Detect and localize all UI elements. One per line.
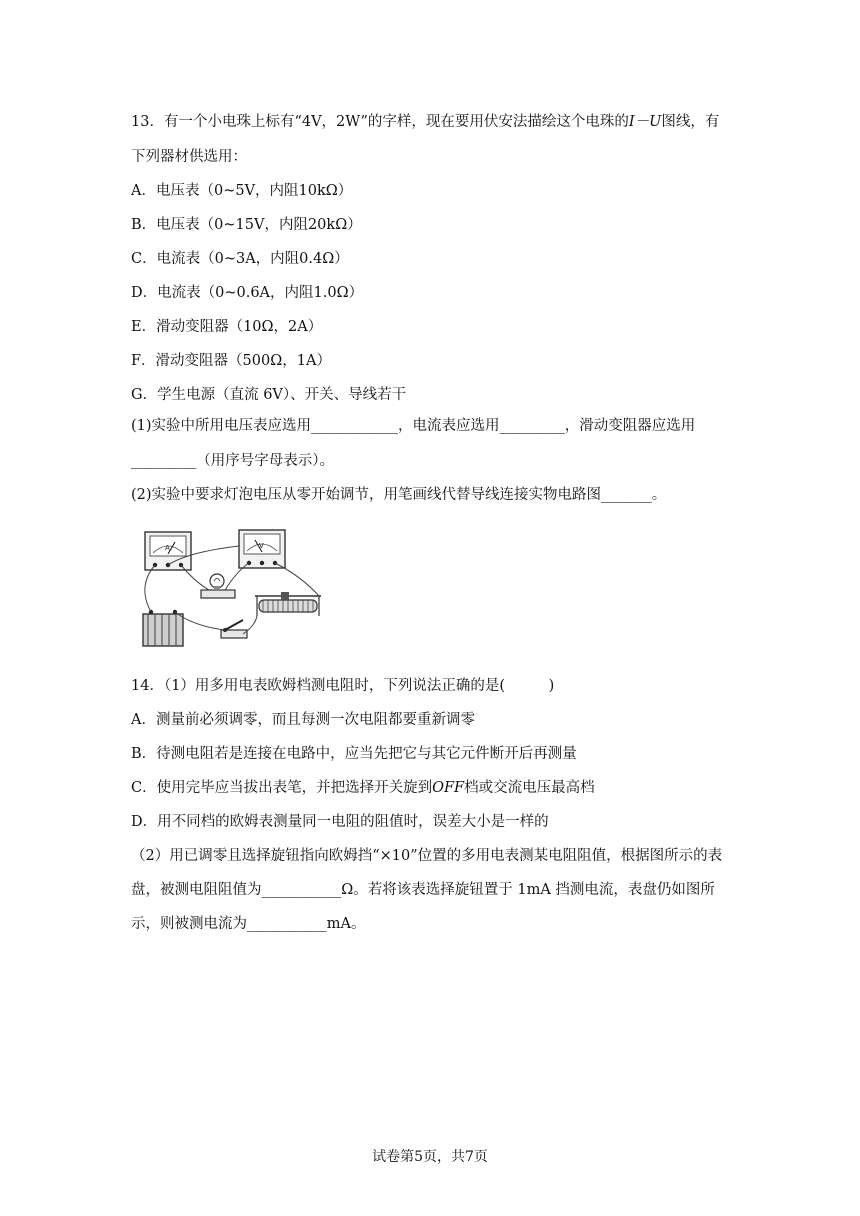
q13-option-d: D．电流表（0~0.6A，内阻1.0Ω）	[131, 285, 364, 301]
q13-stem-b: 图线，有	[661, 114, 720, 130]
battery-icon	[143, 610, 183, 646]
q14-option-c-off: OFF	[432, 780, 465, 796]
q14-part2-line1: （2）用已调零且选择旋钮指向欧姆挡“×10”位置的多用电表测某电阻阻值，根据图所示的表	[131, 848, 723, 864]
q13-part1-line1: (1)实验中所用电压表应选用____________，电流表应选用_________，滑动变阻器应选用	[131, 418, 696, 434]
q13-option-b: B．电压表（0~15V，内阻20kΩ）	[131, 217, 362, 233]
q14-stem: 14．（1）用多用电表欧姆档测电阻时，下列说法正确的是( )	[131, 678, 555, 694]
q14-option-c-b: 档或交流电压最高档	[464, 780, 595, 796]
rheostat-icon	[255, 592, 321, 616]
q13-option-a: A．电压表（0~5V，内阻10kΩ）	[131, 183, 353, 199]
q13-stem-line1	[131, 112, 719, 132]
q14-option-c	[131, 778, 595, 798]
q14-option-b: B．待测电阻若是连接在电路中，应当先把它与其它元件断开后再测量	[131, 746, 577, 762]
ammeter-label: A	[165, 544, 170, 552]
page-footer: 试卷第5页，共7页	[372, 1149, 488, 1165]
q13-option-c: C．电流表（0~3A，内阻0.4Ω）	[131, 251, 349, 267]
ammeter-icon	[145, 532, 191, 570]
q13-option-g: G．学生电源（直流 6V）、开关、导线若干	[131, 387, 407, 403]
q13-option-f: F．滑动变阻器（500Ω，1A）	[131, 353, 331, 369]
voltmeter-icon	[239, 530, 285, 568]
voltmeter-label: V	[259, 542, 264, 550]
q14-option-a: A．测量前必须调零，而且每测一次电阻都要重新调零	[131, 712, 475, 728]
lamp-icon	[201, 574, 235, 598]
q13-stem-a: 13．有一个小电珠上标有“4V，2W”的字样，现在要用伏安法描绘这个电珠的	[131, 114, 629, 130]
circuit-figure	[133, 526, 333, 650]
q13-part1-line2: _________（用序号字母表示）。	[131, 453, 334, 469]
q14-option-c-a: C．使用完毕应当拔出表笔，并把选择开关旋到	[131, 780, 433, 796]
q14-option-d: D．用不同档的欧姆表测量同一电阻的阻值时，误差大小是一样的	[131, 814, 549, 830]
switch-icon	[221, 620, 247, 638]
q14-part2-line2: 盘，被测电阻阻值为___________Ω。若将该表选择旋钮置于 1mA 挡测电流，表盘仍如图所	[131, 882, 715, 898]
q13-stem-line2: 下列器材供选用：	[131, 149, 247, 165]
q14-part2-line3: 示，则被测电流为___________mA。	[131, 916, 366, 932]
q13-stem-iu: I－U	[628, 114, 662, 130]
q13-part2: (2)实验中要求灯泡电压从零开始调节，用笔画线代替导线连接实物电路图_______。	[131, 487, 667, 503]
q13-option-e: E．滑动变阻器（10Ω，2A）	[131, 319, 323, 335]
